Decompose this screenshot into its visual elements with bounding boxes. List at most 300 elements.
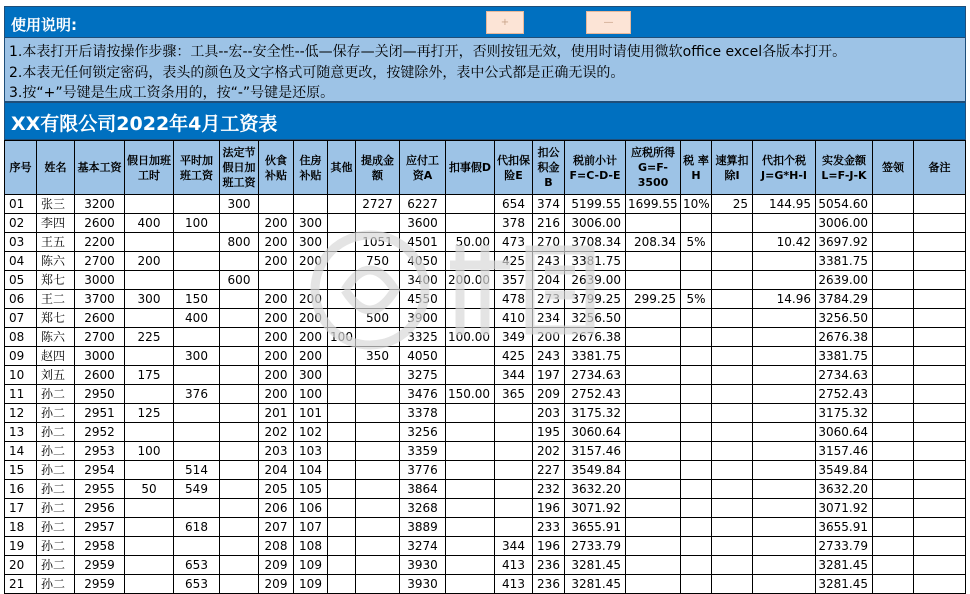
table-cell[interactable] [712,575,753,594]
table-cell[interactable] [174,537,220,556]
table-cell[interactable] [712,556,753,575]
table-cell[interactable]: 200 [259,328,294,347]
table-cell[interactable]: 100 [174,214,220,233]
table-cell[interactable] [626,328,681,347]
table-cell[interactable] [220,575,259,594]
table-cell[interactable] [914,328,966,347]
table-cell[interactable] [626,252,681,271]
table-cell[interactable]: 175 [125,366,174,385]
table-cell[interactable]: 11 [5,385,37,404]
table-cell[interactable] [712,252,753,271]
table-cell[interactable]: 204 [259,461,294,480]
table-cell[interactable] [220,290,259,309]
table-cell[interactable]: 2956 [75,499,125,518]
table-cell[interactable] [495,480,533,499]
table-cell[interactable] [914,347,966,366]
table-cell[interactable]: 425 [495,252,533,271]
table-cell[interactable] [712,309,753,328]
table-cell[interactable] [220,556,259,575]
table-cell[interactable]: 2734.63 [565,366,626,385]
table-cell[interactable]: 376 [174,385,220,404]
table-cell[interactable] [220,366,259,385]
table-cell[interactable] [626,423,681,442]
table-cell[interactable]: 3930 [400,575,446,594]
table-cell[interactable] [681,404,712,423]
table-cell[interactable] [125,537,174,556]
table-cell[interactable]: 孙二 [37,404,75,423]
table-cell[interactable] [626,518,681,537]
table-cell[interactable]: 200 [259,214,294,233]
table-cell[interactable]: 10% [681,195,712,214]
table-cell[interactable] [174,404,220,423]
table-cell[interactable] [873,271,914,290]
table-cell[interactable]: 3281.45 [816,575,873,594]
table-cell[interactable]: 3281.45 [816,556,873,575]
table-cell[interactable]: 3381.75 [565,347,626,366]
table-cell[interactable] [712,347,753,366]
table-cell[interactable] [328,195,356,214]
table-cell[interactable]: 209 [533,385,565,404]
table-cell[interactable]: 14 [5,442,37,461]
table-cell[interactable]: 200 [533,328,565,347]
table-cell[interactable]: 1051 [356,233,400,252]
table-cell[interactable] [259,271,294,290]
table-cell[interactable]: 2733.79 [816,537,873,556]
table-cell[interactable]: 50.00 [446,233,495,252]
table-cell[interactable]: 109 [294,575,328,594]
table-cell[interactable]: 李四 [37,214,75,233]
table-cell[interactable]: 300 [294,233,328,252]
table-cell[interactable] [328,271,356,290]
table-cell[interactable]: 3359 [400,442,446,461]
table-cell[interactable]: 17 [5,499,37,518]
table-cell[interactable] [712,271,753,290]
table-cell[interactable]: 3632.20 [816,480,873,499]
table-cell[interactable]: 200 [259,309,294,328]
table-cell[interactable]: 103 [294,442,328,461]
table-cell[interactable]: 2951 [75,404,125,423]
table-cell[interactable] [356,575,400,594]
table-cell[interactable] [914,423,966,442]
table-cell[interactable]: 500 [356,309,400,328]
table-cell[interactable] [873,290,914,309]
table-cell[interactable]: 200 [294,290,328,309]
table-cell[interactable]: 2752.43 [816,385,873,404]
table-cell[interactable]: 600 [220,271,259,290]
table-cell[interactable] [356,461,400,480]
table-cell[interactable] [626,309,681,328]
table-cell[interactable] [356,290,400,309]
table-cell[interactable]: 350 [356,347,400,366]
table-cell[interactable] [753,461,816,480]
table-cell[interactable]: 3799.25 [565,290,626,309]
table-cell[interactable] [174,252,220,271]
table-cell[interactable]: 08 [5,328,37,347]
table-cell[interactable]: 243 [533,347,565,366]
table-cell[interactable] [712,385,753,404]
table-cell[interactable]: 300 [174,347,220,366]
table-cell[interactable] [681,271,712,290]
table-cell[interactable] [294,195,328,214]
table-cell[interactable]: 孙二 [37,537,75,556]
table-cell[interactable]: 3268 [400,499,446,518]
table-cell[interactable] [873,537,914,556]
table-cell[interactable]: 2700 [75,328,125,347]
table-cell[interactable]: 3476 [400,385,446,404]
table-cell[interactable] [174,499,220,518]
table-cell[interactable]: 3381.75 [816,252,873,271]
table-cell[interactable]: 05 [5,271,37,290]
table-cell[interactable] [712,290,753,309]
table-cell[interactable]: 刘五 [37,366,75,385]
table-cell[interactable] [328,404,356,423]
table-cell[interactable] [712,366,753,385]
table-cell[interactable] [356,271,400,290]
table-cell[interactable]: 4550 [400,290,446,309]
table-cell[interactable]: 1699.55 [626,195,681,214]
table-cell[interactable] [681,252,712,271]
table-cell[interactable]: 3157.46 [816,442,873,461]
table-cell[interactable] [914,518,966,537]
table-cell[interactable]: 4050 [400,252,446,271]
table-cell[interactable] [125,556,174,575]
table-cell[interactable] [356,480,400,499]
table-cell[interactable]: 陈六 [37,252,75,271]
table-cell[interactable] [914,290,966,309]
table-cell[interactable]: 200 [294,309,328,328]
table-cell[interactable]: 2953 [75,442,125,461]
table-cell[interactable] [446,518,495,537]
table-cell[interactable]: 150 [174,290,220,309]
table-cell[interactable]: 3864 [400,480,446,499]
table-cell[interactable] [753,404,816,423]
table-cell[interactable] [125,518,174,537]
table-cell[interactable] [753,328,816,347]
table-cell[interactable]: 19 [5,537,37,556]
table-cell[interactable]: 150.00 [446,385,495,404]
table-cell[interactable] [626,366,681,385]
table-cell[interactable] [681,347,712,366]
table-cell[interactable] [626,575,681,594]
table-cell[interactable]: 孙二 [37,442,75,461]
table-cell[interactable] [356,214,400,233]
table-cell[interactable]: 236 [533,575,565,594]
table-cell[interactable]: 125 [125,404,174,423]
table-cell[interactable]: 2639.00 [816,271,873,290]
table-cell[interactable]: 549 [174,480,220,499]
table-cell[interactable]: 105 [294,480,328,499]
table-cell[interactable] [681,518,712,537]
table-cell[interactable]: 109 [294,556,328,575]
table-cell[interactable]: 800 [220,233,259,252]
table-cell[interactable] [328,537,356,556]
table-cell[interactable] [873,347,914,366]
table-cell[interactable]: 3200 [75,195,125,214]
table-cell[interactable]: 225 [125,328,174,347]
table-cell[interactable] [446,442,495,461]
table-cell[interactable] [914,309,966,328]
table-cell[interactable]: 3175.32 [565,404,626,423]
table-cell[interactable] [873,518,914,537]
table-cell[interactable]: 3071.92 [816,499,873,518]
table-cell[interactable]: 273 [533,290,565,309]
table-cell[interactable]: 孙二 [37,423,75,442]
table-cell[interactable] [914,442,966,461]
table-cell[interactable] [753,385,816,404]
table-cell[interactable] [914,233,966,252]
table-cell[interactable] [495,499,533,518]
table-cell[interactable] [914,271,966,290]
table-cell[interactable]: 216 [533,214,565,233]
table-cell[interactable] [446,404,495,423]
table-cell[interactable] [681,499,712,518]
table-cell[interactable] [712,423,753,442]
table-cell[interactable]: 196 [533,537,565,556]
table-cell[interactable] [446,499,495,518]
table-cell[interactable] [356,537,400,556]
table-cell[interactable]: 344 [495,366,533,385]
table-cell[interactable]: 03 [5,233,37,252]
table-cell[interactable]: 203 [259,442,294,461]
table-cell[interactable] [914,461,966,480]
table-cell[interactable]: 233 [533,518,565,537]
table-cell[interactable]: 3776 [400,461,446,480]
table-cell[interactable] [495,442,533,461]
table-cell[interactable] [753,480,816,499]
table-cell[interactable] [174,423,220,442]
table-cell[interactable] [873,252,914,271]
table-cell[interactable] [873,442,914,461]
table-cell[interactable] [753,575,816,594]
table-cell[interactable] [328,309,356,328]
table-cell[interactable]: 208 [259,537,294,556]
table-cell[interactable] [174,328,220,347]
table-cell[interactable]: 15 [5,461,37,480]
table-cell[interactable]: 100 [294,385,328,404]
table-cell[interactable]: 300 [294,366,328,385]
table-cell[interactable]: 201 [259,404,294,423]
table-cell[interactable] [328,290,356,309]
table-cell[interactable]: 209 [259,575,294,594]
table-cell[interactable] [753,442,816,461]
table-cell[interactable]: 10 [5,366,37,385]
table-cell[interactable] [356,366,400,385]
table-cell[interactable] [753,518,816,537]
table-cell[interactable]: 205 [259,480,294,499]
table-cell[interactable]: 200 [259,252,294,271]
table-cell[interactable] [125,309,174,328]
table-cell[interactable]: 108 [294,537,328,556]
table-cell[interactable] [446,423,495,442]
table-cell[interactable] [220,214,259,233]
table-cell[interactable] [125,195,174,214]
table-cell[interactable] [712,537,753,556]
table-cell[interactable]: 200 [294,252,328,271]
table-cell[interactable] [446,575,495,594]
table-cell[interactable]: 2734.63 [816,366,873,385]
table-cell[interactable]: 3900 [400,309,446,328]
table-cell[interactable]: 200 [259,233,294,252]
table-cell[interactable]: 2955 [75,480,125,499]
table-cell[interactable] [356,518,400,537]
table-cell[interactable]: 5199.55 [565,195,626,214]
table-cell[interactable]: 410 [495,309,533,328]
table-cell[interactable] [626,347,681,366]
table-cell[interactable]: 4050 [400,347,446,366]
table-cell[interactable]: 197 [533,366,565,385]
table-cell[interactable]: 5% [681,233,712,252]
table-cell[interactable] [626,442,681,461]
table-cell[interactable] [626,537,681,556]
table-cell[interactable]: 3549.84 [816,461,873,480]
table-cell[interactable] [125,499,174,518]
table-cell[interactable] [712,461,753,480]
table-cell[interactable] [873,214,914,233]
table-cell[interactable]: 200 [294,347,328,366]
table-cell[interactable] [914,480,966,499]
table-cell[interactable] [626,271,681,290]
table-cell[interactable]: 孙二 [37,518,75,537]
table-cell[interactable] [681,556,712,575]
table-cell[interactable]: 3381.75 [565,252,626,271]
table-cell[interactable] [753,252,816,271]
table-cell[interactable] [220,347,259,366]
table-cell[interactable] [626,499,681,518]
table-cell[interactable] [259,195,294,214]
table-cell[interactable]: 6227 [400,195,446,214]
table-cell[interactable]: 3784.29 [816,290,873,309]
table-cell[interactable] [753,347,816,366]
table-cell[interactable] [712,518,753,537]
table-cell[interactable]: 209 [259,556,294,575]
table-cell[interactable]: 2727 [356,195,400,214]
table-cell[interactable] [681,214,712,233]
table-cell[interactable]: 2600 [75,366,125,385]
table-cell[interactable]: 413 [495,556,533,575]
table-cell[interactable] [125,575,174,594]
table-cell[interactable] [712,499,753,518]
table-cell[interactable] [681,385,712,404]
table-cell[interactable] [220,404,259,423]
table-cell[interactable]: 郑七 [37,309,75,328]
table-cell[interactable]: 653 [174,556,220,575]
table-cell[interactable]: 2957 [75,518,125,537]
table-cell[interactable] [914,537,966,556]
table-cell[interactable] [681,423,712,442]
table-cell[interactable]: 3060.64 [565,423,626,442]
table-cell[interactable]: 孙二 [37,556,75,575]
table-cell[interactable]: 3930 [400,556,446,575]
table-cell[interactable]: 514 [174,461,220,480]
table-cell[interactable]: 243 [533,252,565,271]
table-cell[interactable]: 200.00 [446,271,495,290]
table-cell[interactable] [328,233,356,252]
table-cell[interactable]: 3655.91 [816,518,873,537]
table-cell[interactable]: 357 [495,271,533,290]
table-cell[interactable]: 3157.46 [565,442,626,461]
table-cell[interactable] [446,195,495,214]
table-cell[interactable] [753,537,816,556]
table-cell[interactable]: 106 [294,499,328,518]
table-cell[interactable] [914,366,966,385]
table-cell[interactable]: 365 [495,385,533,404]
table-cell[interactable] [446,347,495,366]
table-cell[interactable] [356,328,400,347]
table-cell[interactable] [446,461,495,480]
table-cell[interactable]: 2700 [75,252,125,271]
table-cell[interactable]: 750 [356,252,400,271]
table-cell[interactable] [356,385,400,404]
table-cell[interactable]: 50 [125,480,174,499]
table-cell[interactable]: 270 [533,233,565,252]
table-cell[interactable]: 王五 [37,233,75,252]
table-cell[interactable] [495,518,533,537]
table-cell[interactable] [626,480,681,499]
table-cell[interactable]: 25 [712,195,753,214]
table-cell[interactable]: 344 [495,537,533,556]
table-cell[interactable] [873,195,914,214]
table-cell[interactable] [328,461,356,480]
table-cell[interactable]: 100.00 [446,328,495,347]
table-cell[interactable]: 郑七 [37,271,75,290]
table-cell[interactable] [328,442,356,461]
table-cell[interactable] [446,556,495,575]
table-cell[interactable]: 2639.00 [565,271,626,290]
table-cell[interactable]: 06 [5,290,37,309]
table-cell[interactable]: 400 [174,309,220,328]
table-cell[interactable] [220,518,259,537]
table-cell[interactable]: 张三 [37,195,75,214]
table-cell[interactable]: 孙二 [37,385,75,404]
table-cell[interactable] [125,271,174,290]
table-cell[interactable]: 200 [125,252,174,271]
table-cell[interactable] [495,461,533,480]
table-cell[interactable]: 3256.50 [565,309,626,328]
table-cell[interactable] [328,480,356,499]
table-cell[interactable] [125,461,174,480]
table-cell[interactable] [174,233,220,252]
table-cell[interactable]: 3325 [400,328,446,347]
table-cell[interactable]: 13 [5,423,37,442]
table-cell[interactable]: 202 [533,442,565,461]
table-cell[interactable] [914,385,966,404]
table-cell[interactable]: 2752.43 [565,385,626,404]
table-cell[interactable] [174,442,220,461]
table-cell[interactable]: 3400 [400,271,446,290]
table-cell[interactable] [125,233,174,252]
table-cell[interactable]: 206 [259,499,294,518]
table-cell[interactable]: 107 [294,518,328,537]
table-cell[interactable] [446,309,495,328]
table-cell[interactable] [626,385,681,404]
table-cell[interactable]: 654 [495,195,533,214]
table-cell[interactable]: 陈六 [37,328,75,347]
table-cell[interactable] [681,309,712,328]
table-cell[interactable] [495,423,533,442]
table-cell[interactable]: 299.25 [626,290,681,309]
table-cell[interactable]: 5054.60 [816,195,873,214]
table-cell[interactable] [753,556,816,575]
table-cell[interactable] [626,404,681,423]
table-cell[interactable] [753,423,816,442]
table-cell[interactable] [873,480,914,499]
table-cell[interactable]: 3006.00 [816,214,873,233]
table-cell[interactable] [125,423,174,442]
table-cell[interactable] [681,442,712,461]
table-cell[interactable]: 618 [174,518,220,537]
table-cell[interactable] [446,480,495,499]
table-cell[interactable] [712,214,753,233]
